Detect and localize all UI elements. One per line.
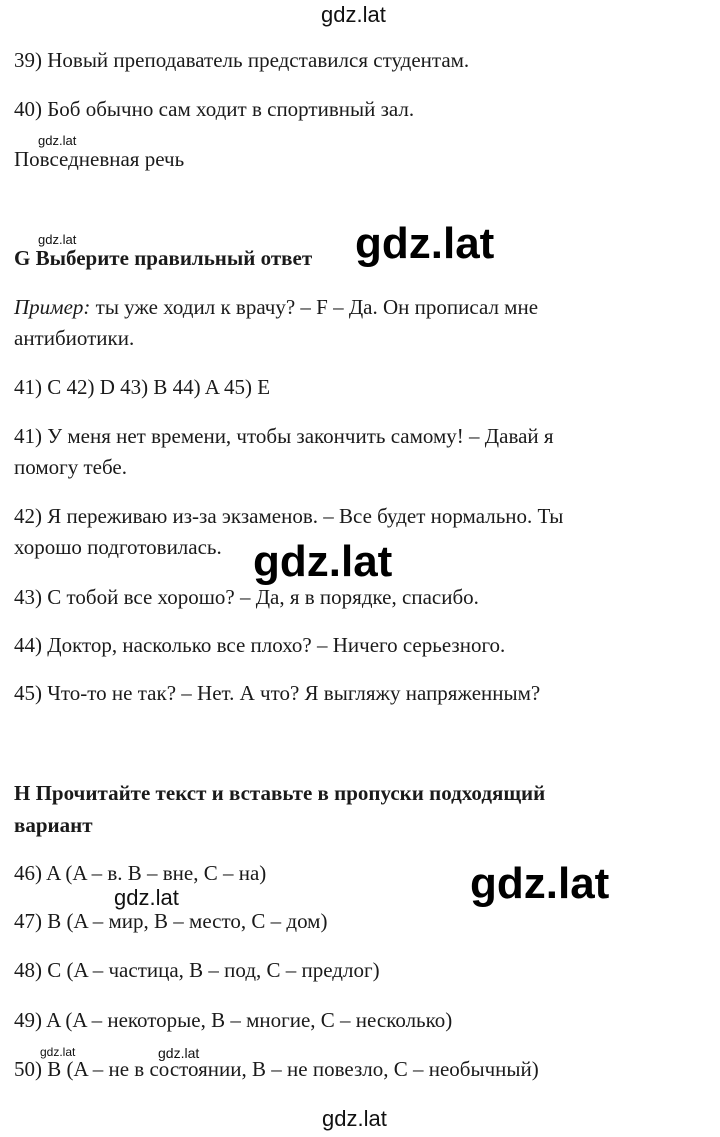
line-39: 39) Новый преподаватель представился студентам. — [14, 48, 470, 72]
q48-line: 48) C (A – частица, B – под, C – предлог) — [14, 958, 380, 982]
watermark-small-3: gdz.lat — [114, 885, 179, 910]
q49-line: 49) A (A – некоторые, B – многие, C – несколько) — [14, 1008, 453, 1032]
example-line — [14, 292, 538, 322]
watermark-small-5: gdz.lat — [158, 1045, 200, 1061]
q41-line-2: помогу тебе. — [14, 455, 127, 479]
section-g-heading: G Выберите правильный ответ — [14, 246, 313, 270]
answers-line: 41) C 42) D 43) B 44) A 45) E — [14, 375, 271, 399]
example-text: ты уже ходил к врачу? – F – Да. Он прописал мне — [90, 295, 539, 319]
q46-line: 46) A (A – в. B – вне, C – на) — [14, 861, 267, 885]
q41-line-1: 41) У меня нет времени, чтобы закончить самому! – Давай я — [14, 424, 554, 448]
watermark-small-4: gdz.lat — [40, 1045, 76, 1059]
example-continuation: антибиотики. — [14, 326, 135, 350]
watermark-big-2: gdz.lat — [253, 537, 393, 586]
section-h-heading-2: вариант — [14, 813, 93, 837]
watermark-top: gdz.lat — [321, 2, 386, 27]
watermark-big-1: gdz.lat — [355, 219, 495, 268]
q50-line: 50) B (A – не в состоянии, B – не повезло, C – необычный) — [14, 1057, 539, 1081]
q43-line: 43) С тобой все хорошо? – Да, я в порядке, спасибо. — [14, 585, 479, 609]
q44-line: 44) Доктор, насколько все плохо? – Ничего серьезного. — [14, 633, 506, 657]
watermark-small-2: gdz.lat — [38, 232, 77, 247]
q47-line: 47) B (A – мир, B – место, C – дом) — [14, 909, 328, 933]
example-label: Пример: — [14, 295, 91, 319]
watermark-small-1: gdz.lat — [38, 133, 77, 148]
line-40: 40) Боб обычно сам ходит в спортивный зал. — [14, 97, 415, 121]
q42-line-1: 42) Я переживаю из-за экзаменов. – Все будет нормально. Ты — [14, 504, 564, 528]
section-h-heading-1: H Прочитайте текст и вставьте в пропуски подходящий — [14, 781, 546, 805]
q45-line: 45) Что-то не так? – Нет. А что? Я выгляжу напряженным? — [14, 681, 541, 705]
watermark-bottom: gdz.lat — [322, 1106, 387, 1131]
q42-line-2: хорошо подготовилась. — [14, 535, 222, 559]
watermark-big-3: gdz.lat — [470, 859, 610, 908]
everyday-speech-title: Повседневная речь — [14, 147, 185, 171]
